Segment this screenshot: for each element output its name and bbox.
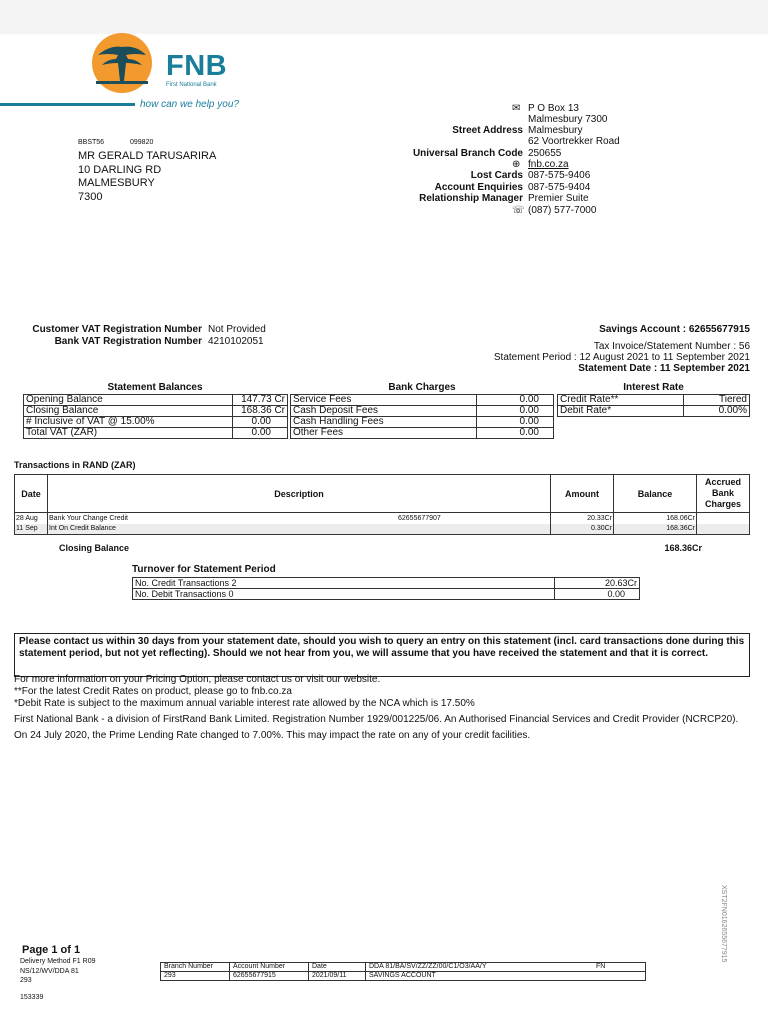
balance-value: 0.00 [233, 417, 288, 428]
charge-value: 0.00 [477, 395, 554, 406]
interest-title: Interest Rate [623, 382, 684, 393]
turnover-label: No. Debit Transactions 0 [133, 589, 555, 600]
cust-vat-value: Not Provided [208, 324, 266, 335]
footnote-1: For more information on your Pricing Option, please contact us or visit our website. [14, 674, 381, 685]
charge-value: 0.00 [477, 417, 554, 428]
customer-line1: 10 DARLING RD [78, 163, 162, 176]
customer-name: MR GERALD TARUSARIRA [78, 150, 217, 162]
interest-label: Credit Rate** [558, 395, 684, 406]
table-row [24, 417, 288, 428]
mail-icon: ✉ [512, 103, 521, 114]
footnotes [14, 674, 754, 742]
txn-balance: 168.06Cr [614, 513, 697, 524]
footer-fn: FN [596, 963, 606, 970]
interest-label: Debit Rate* [558, 406, 684, 417]
footer-branch-value: 293 [161, 972, 230, 981]
footer-table [160, 962, 646, 981]
phone-icon: ☏ [512, 205, 525, 216]
bank-vat-label: Bank VAT Registration Number [54, 336, 202, 347]
rm-phone: (087) 577-7000 [528, 205, 597, 216]
ubc-value: 250655 [528, 148, 562, 159]
balance-value: 0.00 [233, 428, 288, 439]
brand-name: FNB [166, 50, 228, 82]
footnote-4: First National Bank - a division of FirstRand Bank Limited. Registration Number 1929/001225/06. An Authorised Financial Services and Credit Provider (NCRCP20). [14, 714, 739, 725]
street-line2: 62 Voortrekker Road [528, 136, 620, 147]
footnote-3: *Debit Rate is subject to the maximum annual variable interest rate allowed by the NCA which is 17.50% [14, 698, 475, 709]
txn-date: 28 Aug [15, 513, 48, 524]
txn-balance: 168.36Cr [614, 524, 697, 535]
footer-account-type: SAVINGS ACCOUNT [366, 972, 646, 981]
closing-value: 168.36Cr [664, 543, 702, 553]
balance-label: Closing Balance [24, 406, 233, 417]
page-code: 293 [20, 977, 32, 984]
po-line1: P O Box 13 [528, 103, 579, 114]
charge-label: Cash Deposit Fees [291, 406, 477, 417]
globe-icon: ⊕ [512, 159, 521, 170]
lost-cards-label: Lost Cards [470, 170, 523, 181]
statement-date: Statement Date : 11 September 2021 [578, 363, 750, 374]
table-row [291, 417, 554, 428]
enquiries-label: Account Enquiries [434, 182, 523, 193]
col-amount: Amount [551, 475, 614, 513]
txn-accrued [697, 513, 750, 524]
footnote-2: **For the latest Credit Rates on product, please go to fnb.co.za [14, 686, 292, 697]
brand-tagline: how can we help you? [140, 99, 239, 110]
footnote-5: On 24 July 2020, the Prime Lending Rate changed to 7.00%. This may impact the rate on any of your credit facilities. [14, 730, 531, 741]
charge-label: Service Fees [291, 395, 477, 406]
closing-label: Closing Balance [59, 543, 130, 553]
website-link[interactable]: fnb.co.za [528, 159, 569, 170]
turnover-value: 20.63Cr [555, 578, 640, 589]
charge-label: Cash Handling Fees [291, 417, 477, 428]
code-right: 099820 [130, 139, 154, 146]
charge-value: 0.00 [477, 406, 554, 417]
interest-value: 0.00% [683, 406, 749, 417]
customer-line2: MALMESBURY [78, 177, 155, 189]
table-row [24, 395, 288, 406]
customer-line3: 7300 [78, 190, 103, 203]
table-row [161, 972, 646, 981]
footer-account-value: 62655677915 [230, 972, 309, 981]
account-number: Savings Account : 62655677915 [599, 324, 750, 335]
charge-value: 0.00 [477, 428, 554, 439]
table-row [291, 406, 554, 417]
header-band [0, 0, 768, 34]
bottom-code: 153339 [20, 994, 44, 1001]
footer-code: DDA 81/BA/SV/ZZ/ZZ/00/C1/O3/AA/Y [369, 963, 487, 970]
street-line1: Malmesbury [528, 125, 583, 136]
col-date: Date [15, 475, 48, 513]
table-row [558, 395, 750, 406]
cust-vat-label: Customer VAT Registration Number [32, 324, 202, 335]
invoice-number: Tax Invoice/Statement Number : 56 [593, 341, 750, 352]
ns-code: NS/12/WV/DDA 81 [20, 968, 79, 975]
charges-title: Bank Charges [388, 382, 456, 393]
table-row [558, 406, 750, 417]
customer-address [78, 150, 216, 204]
turnover-value: 0.00 [555, 589, 640, 600]
interest-table [557, 394, 750, 417]
page-number: Page 1 of 1 [22, 944, 81, 956]
rm-value: Premier Suite [528, 193, 589, 204]
turnover-title: Turnover for Statement Period [132, 564, 276, 575]
col-accrued: Accrued Bank Charges [697, 475, 750, 513]
txn-description [48, 513, 551, 524]
col-balance: Balance [614, 475, 697, 513]
ubc-label: Universal Branch Code [412, 148, 523, 159]
txn-reference: 62655677907 [398, 514, 441, 522]
turnover-table [132, 577, 640, 600]
footer-account-label: Account Number [230, 963, 309, 972]
col-description: Description [48, 475, 551, 513]
table-row [161, 963, 646, 972]
table-row [15, 513, 750, 524]
statement-period: Statement Period : 12 August 2021 to 11 September 2021 [493, 352, 750, 363]
charge-label: Other Fees [291, 428, 477, 439]
transactions-title: Transactions in RAND (ZAR) [14, 460, 136, 470]
tagline-bar [0, 103, 135, 106]
transactions-table [14, 474, 750, 535]
txn-amount: 0.30Cr [551, 524, 614, 535]
table-row [15, 524, 750, 535]
fnb-tree-logo-icon [90, 31, 154, 95]
street-label: Street Address [452, 125, 523, 136]
footer-branch-label: Branch Number [161, 963, 230, 972]
query-notice: Please contact us within 30 days from your statement date, should you wish to query an entry on this statement (incl. card transactions done during this statement period, but not yet reflecting). Should we not hear from you, we will assume that you have received the statement and that it is correct. [14, 633, 750, 677]
turnover-label: No. Credit Transactions 2 [133, 578, 555, 589]
balances-table [23, 394, 288, 439]
balance-label: # Inclusive of VAT @ 15.00% [24, 417, 233, 428]
balances-title: Statement Balances [107, 382, 203, 393]
enquiries-value: 087-575-9404 [528, 182, 591, 193]
table-row [133, 578, 640, 589]
delivery-method: Delivery Method F1 R09 [20, 958, 96, 965]
charges-table [290, 394, 554, 439]
footer-date-label: Date [309, 963, 366, 972]
rm-label: Relationship Manager [419, 193, 523, 204]
side-barcode-text: XST2FN0162655677915 [720, 885, 727, 963]
table-row [291, 395, 554, 406]
po-line2: Malmesbury 7300 [528, 114, 608, 125]
txn-description-text: Bank Your Change Credit [49, 514, 128, 522]
txn-description: Int On Credit Balance [48, 524, 551, 535]
balance-value: 147.73 Cr [233, 395, 288, 406]
interest-value: Tiered [683, 395, 749, 406]
transactions-header [15, 475, 750, 513]
balance-label: Total VAT (ZAR) [24, 428, 233, 439]
txn-accrued [697, 524, 750, 535]
balance-label: Opening Balance [24, 395, 233, 406]
footer-code-cell [366, 963, 646, 972]
code-left: BBST56 [78, 139, 105, 146]
txn-amount: 20.33Cr [551, 513, 614, 524]
bank-vat-value: 4210102051 [208, 336, 264, 347]
balance-value: 168.36 Cr [233, 406, 288, 417]
txn-date: 11 Sep [15, 524, 48, 535]
lost-cards-value: 087-575-9406 [528, 170, 591, 181]
brand-subtitle: First National Bank [166, 82, 217, 88]
table-row [291, 428, 554, 439]
table-row [24, 428, 288, 439]
table-row [24, 406, 288, 417]
table-row [133, 589, 640, 600]
footer-date-value: 2021/09/11 [309, 972, 366, 981]
